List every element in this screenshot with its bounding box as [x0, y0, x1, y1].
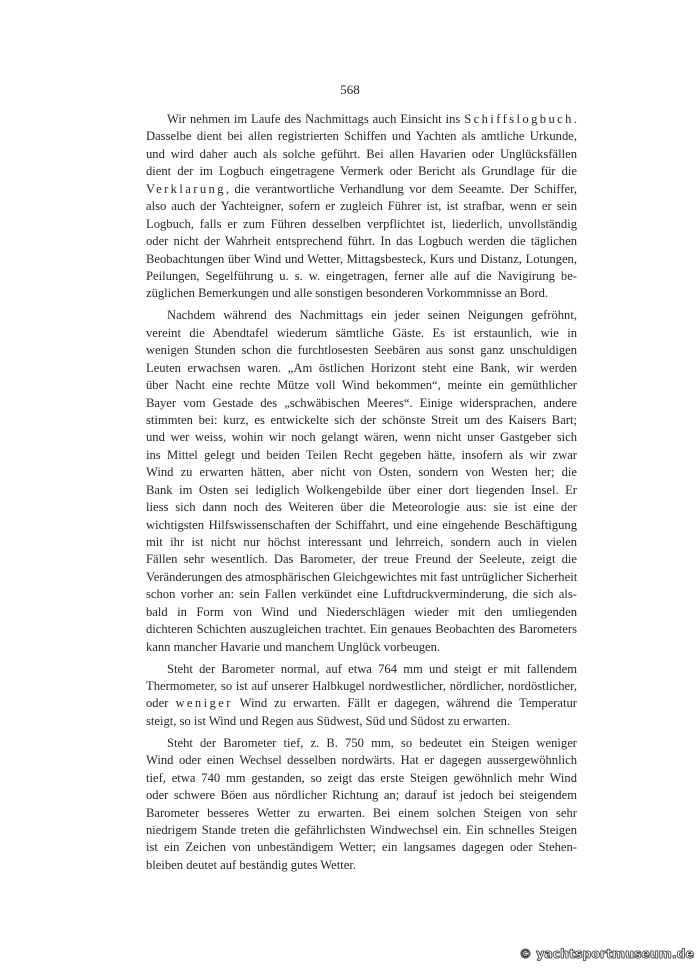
text-line	[146, 111, 577, 128]
text-line: bleiben deutet auf beständig gutes Wetter.	[146, 857, 356, 872]
text-line: Barometer besseres Wetter zu erwarten. Bei einem solchen Steigen von sehr	[146, 805, 577, 820]
text-line: oder nicht der Wahrheit entsprechend führt. In das Logbuch werden die täglichen	[146, 234, 577, 249]
text-line: Wind oder einen Wechsel desselben nordwärts. Hat er dagegen aussergewöhnlich	[146, 753, 577, 768]
emphasized-term: Verklarung	[146, 181, 226, 196]
text-line: Wind zu erwarten hätten, aber nicht von Osten, sondern von Westen her; die	[146, 465, 577, 480]
text-segment: Wind zu erwarten. Fällt er dagegen, während die Temperatur	[232, 696, 577, 711]
text-line: Bank im Osten sei lediglich Wolkengebilde über einer dort liegenden Insel. Er	[146, 482, 577, 497]
text-line: und wer weiss, wohin wir noch gelangt wären, wenn nicht unser Gastgeber sich	[146, 430, 577, 445]
emphasized-term: Schiffslogbuch	[464, 112, 574, 126]
text-line: dichteren Schichten auszugleichen trachtet. Ein genaues Beobachten des Barometers	[146, 622, 577, 637]
text-line: über Nacht eine rechte Mütze voll Wind bekommen“, meinte ein gemüthlicher	[146, 378, 577, 393]
text-line: Beobachtungen über Wind und Wetter, Mittagsbesteck, Kurs und Distanz, Lotungen,	[146, 251, 577, 266]
text-line: also auch der Yachteigner, sofern er zugleich Führer ist, ist strafbar, wenn er sein	[146, 199, 577, 214]
paragraph	[146, 111, 577, 303]
emphasized-term: weniger	[175, 696, 233, 711]
text-line: ist ein Zeichen von unbeständigem Wetter; ein langsames dagegen oder Stehen-	[146, 840, 577, 855]
text-line: mit ihr ist nicht nur höchst interessant und lehrreich, sondern auch in vielen	[146, 535, 577, 549]
text-line: Fällen sehr wesentlich. Das Barometer, der treue Freund der Seeleute, zeigt die	[146, 552, 577, 567]
text-line: dient der im Logbuch eingetragene Vermerk oder Bericht als Grundlage für die	[146, 164, 577, 179]
text-line: Leuten erwachsen waren. „Am östlichen Horizont steht eine Bank, wir werden	[146, 360, 577, 375]
text-line: züglichen Bemerkungen und alle sonstigen besonderen Vorkommnisse an Bord.	[146, 286, 549, 301]
text-line: Nachdem während des Nachmittags ein jeder seinen Neigungen gefröhnt,	[167, 308, 577, 323]
text-line: liess sich dann noch des Weiteren über die Meteorologie aus: sie ist eine der	[146, 500, 577, 515]
text-line: kann mancher Havarie und manchem Unglück vorbeugen.	[146, 639, 441, 654]
paragraph	[146, 735, 577, 875]
text-segment: Wir nehmen im Laufe des Nachmittags auch Einsicht ins	[167, 112, 465, 126]
text-line: Peilungen, Segelführung u. s. w. eingetragen, ferner alle auf die Navigirung be-	[146, 268, 577, 283]
text-line: steigt, so ist Wind und Regen aus Südwest, Süd und Südost zu erwarten.	[146, 713, 511, 728]
text-line: schon vorher an: sein Fallen verkündet eine Luftdruckverminderung, die sich als-	[146, 587, 577, 602]
text-line: wichtigsten Hilfswissenschaften der Schiffahrt, und eine eingehende Beschäftigung	[146, 517, 577, 532]
text-line: tief, etwa 740 mm gestanden, so zeigt das erste Steigen gewöhnlich mehr Wind	[146, 770, 577, 785]
text-segment: .	[573, 112, 577, 126]
paragraph	[146, 307, 577, 656]
text-line: Bayer vom Gestade des „schwäbischen Meeres“. Einige widersprachen, andere	[146, 395, 577, 410]
text-line: niedrigem Stande treten die gefährlichsten Windwechsel ein. Ein schnelles Steigen	[146, 823, 577, 837]
text-line: wenigen Stunden schon die furchtlosesten Seebären aus sonst ganz unschuldigen	[146, 343, 577, 358]
text-line: Steht der Barometer tief, z. B. 750 mm, so bedeutet ein Steigen weniger	[167, 735, 577, 750]
document-body	[146, 111, 577, 879]
text-segment: oder	[146, 696, 176, 711]
text-line	[146, 695, 577, 712]
text-line	[146, 181, 577, 198]
paragraph	[146, 661, 577, 731]
text-line: Thermometer, so ist auf unserer Halbkugel nordwestlicher, nördlicher, nordöstlicher,	[146, 679, 577, 693]
text-line: oder schwere Böen aus nördlicher Richtung an; darauf ist jedoch bei steigendem	[146, 788, 577, 803]
page-number: 568	[340, 82, 360, 97]
watermark: © yachtsportmuseum.de	[519, 946, 694, 961]
text-line: bald in Form von Wind und Niederschlägen wieder mit den umliegenden	[146, 604, 577, 619]
text-segment: , die verantwortliche Verhandlung vor dem Seeamte. Der Schiffer,	[225, 181, 577, 196]
text-line: Dasselbe dient bei allen registrierten Schiffen und Yachten als amtliche Urkunde,	[146, 129, 577, 144]
text-line: stimmten bei: kurz, es entwickelte sich der schönste Streit um des Kaisers Bart;	[146, 412, 577, 427]
text-line: Veränderungen des atmosphärischen Gleichgewichtes mit fast untrüglicher Sicherheit	[146, 569, 578, 584]
text-line: ins Mittel gelegt und beiden Teilen Recht gegeben hätte, insofern als wir zwar	[146, 447, 577, 462]
text-line: und wird daher auch als solche geführt. Bei allen Havarien oder Unglücksfällen	[146, 146, 577, 161]
text-line: vereint die Abendtafel wiederum sämtliche Gäste. Es ist erstaunlich, wie in	[146, 325, 577, 340]
text-line: Steht der Barometer normal, auf etwa 764 mm und steigt er mit fallendem	[167, 661, 577, 676]
text-line: Logbuch, falls er zum Führen desselben verpflichtet ist, liederlich, unvollständig	[146, 216, 577, 231]
